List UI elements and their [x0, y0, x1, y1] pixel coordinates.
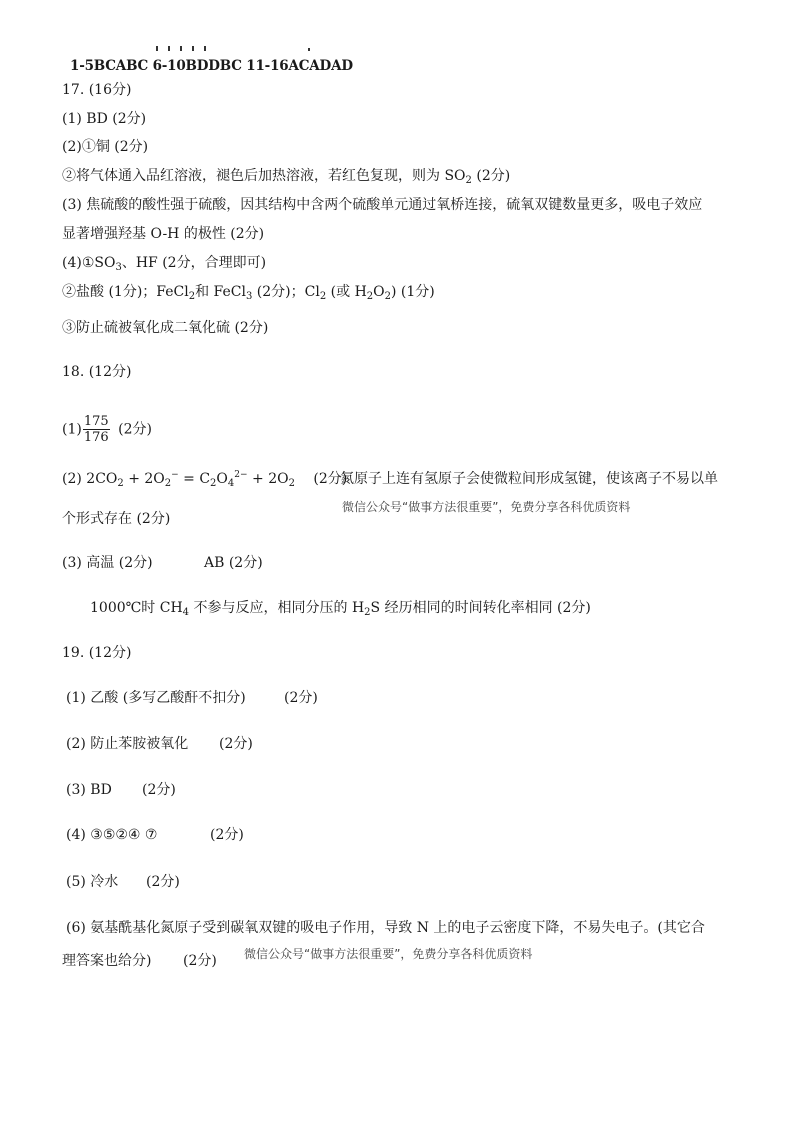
- q18-part2-equation: (2) $2CO_2 + 2O_2^- = C_2O_4^{2-} + 2O_2$ (2分): [62, 470, 348, 489]
- q19-part6-line2: 理答案也给分): [62, 953, 152, 969]
- watermark-2: 微信公众号“做事方法很重要”，免费分享各科优质资料: [244, 947, 533, 961]
- q17-part2-2: ②将气体通入品红溶液，褪色后加热溶液，若红色复现，则为 $SO_2$ (2分): [62, 168, 511, 186]
- q17-part4-3: ③防止硫被氧化成二氧化硫 (2分): [62, 320, 269, 336]
- q19-part4: (4) ③⑤②④ ⑦: [66, 827, 158, 843]
- q18-title: 18. (12分): [62, 364, 132, 380]
- q18-part2-text: 氮原子上连有氢原子会使微粒间形成氢键，使该离子不易以单: [340, 471, 718, 487]
- q19-part6-score: (2分): [183, 953, 217, 969]
- q17-title: 17. (16分): [62, 82, 132, 98]
- fraction: $\frac{175}{176}$: [83, 414, 109, 445]
- q17-part3-line2: 显著增强羟基 O-H 的极性 (2分): [62, 226, 265, 242]
- q18-part3-explanation: 1000℃时 $CH_4$ 不参与反应，相同分压的 $H_2S$ 经历相同的时间转化率相同 (2分): [90, 600, 591, 618]
- q19-part5: (5) 冷水: [66, 874, 119, 890]
- q17-part2-1: (2)①铜 (2分): [62, 139, 149, 155]
- q17-part1: (1) BD (2分): [62, 111, 147, 127]
- q19-part6-line1: (6) 氨基酰基化氮原子受到碳氧双键的吸电子作用，导致 N 上的电子云密度下降，不易失电子。(其它合: [66, 920, 705, 936]
- watermark-1: 微信公众号“做事方法很重要”，免费分享各科优质资料: [342, 500, 631, 514]
- q19-part2-score: (2分): [219, 736, 253, 752]
- q19-part1-score: (2分): [284, 690, 318, 706]
- q17-part4-1: $(4)①SO_3$、HF (2分，合理即可): [62, 255, 267, 273]
- scan-artifact-marks: [156, 46, 316, 52]
- q17-part4-2: ②盐酸 (1分)；FeCl$_2$和 FeCl$_3$ (2分)；$Cl_2$ (或 $H_2O_2$) (1分): [62, 284, 435, 302]
- mcq-answers: 1-5BCABC 6-10BDDBC 11-16ACADAD: [70, 58, 353, 74]
- q19-part2: (2) 防止苯胺被氧化: [66, 736, 189, 752]
- q19-title: 19. (12分): [62, 645, 132, 661]
- q19-part4-score: (2分): [210, 827, 244, 843]
- q19-part5-score: (2分): [146, 874, 180, 890]
- q19-part3-score: (2分): [142, 782, 176, 798]
- q17-part3-line1: (3) 焦硫酸的酸性强于硫酸，因其结构中含两个硫酸单元通过氧桥连接，硫氧双键数量更多，吸电子效应: [62, 197, 703, 213]
- q19-part1: (1) 乙酸 (多写乙酸酐不扣分): [66, 690, 246, 706]
- q18-part2-cont: 个形式存在 (2分): [62, 511, 171, 527]
- q18-part3-b: AB (2分): [204, 555, 263, 571]
- q18-part3-a: (3) 高温 (2分): [62, 555, 153, 571]
- q19-part3: (3) BD: [66, 782, 112, 798]
- q18-part1: (1) $\frac{175}{176}$ (2分): [62, 414, 152, 445]
